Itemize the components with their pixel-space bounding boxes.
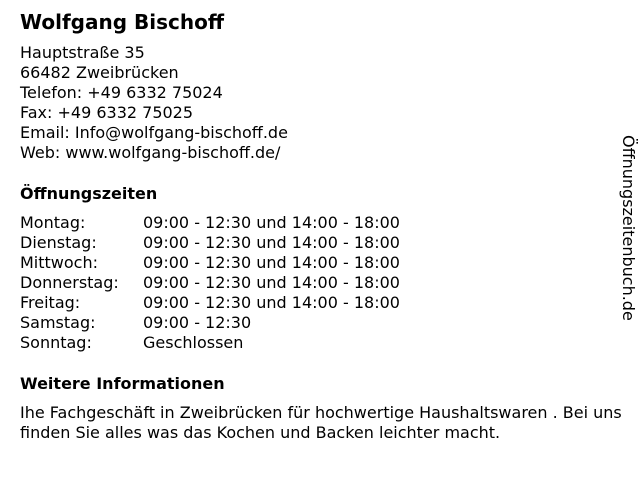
more-info-heading: Weitere Informationen (20, 374, 225, 393)
opening-hours-heading: Öffnungszeiten (20, 184, 158, 203)
opening-hours-table (20, 213, 400, 353)
hours-time: Geschlossen (143, 333, 244, 352)
hours-row-thursday (20, 273, 400, 293)
hours-day: Mittwoch: (20, 253, 98, 272)
website-address: Web: www.wolfgang-bischoff.de/ (20, 143, 281, 162)
phone-number: Telefon: +49 6332 75024 (20, 83, 223, 102)
hours-day: Montag: (20, 213, 86, 232)
hours-time: 09:00 - 12:30 und 14:00 - 18:00 (143, 273, 400, 292)
hours-time: 09:00 - 12:30 und 14:00 - 18:00 (143, 233, 400, 252)
hours-time: 09:00 - 12:30 und 14:00 - 18:00 (143, 213, 400, 232)
email-address: Email: Info@wolfgang-bischoff.de (20, 123, 288, 142)
hours-day: Donnerstag: (20, 273, 119, 292)
hours-row-saturday (20, 313, 400, 333)
hours-day: Sonntag: (20, 333, 92, 352)
hours-time: 09:00 - 12:30 und 14:00 - 18:00 (143, 253, 400, 272)
more-info-text: Ihe Fachgeschäft in Zweibrücken für hochwertige Haushaltswaren . Bei uns finden Sie alles was das Kochen und Backen leichter macht. (20, 403, 622, 442)
fax-number: Fax: +49 6332 75025 (20, 103, 194, 122)
hours-row-tuesday (20, 233, 400, 253)
hours-row-sunday (20, 333, 400, 353)
hours-day: Freitag: (20, 293, 81, 312)
hours-day: Samstag: (20, 313, 96, 332)
hours-time: 09:00 - 12:30 und 14:00 - 18:00 (143, 293, 400, 312)
contact-block (20, 43, 288, 163)
street-address: Hauptstraße 35 (20, 43, 145, 62)
hours-day: Dienstag: (20, 233, 97, 252)
brand-watermark: Öffnungszeitenbuch.de (619, 135, 638, 321)
hours-row-monday (20, 213, 400, 233)
business-name: Wolfgang Bischoff (20, 10, 225, 34)
hours-time: 09:00 - 12:30 (143, 313, 252, 332)
hours-row-wednesday (20, 253, 400, 273)
city-address: 66482 Zweibrücken (20, 63, 179, 82)
hours-row-friday (20, 293, 400, 313)
